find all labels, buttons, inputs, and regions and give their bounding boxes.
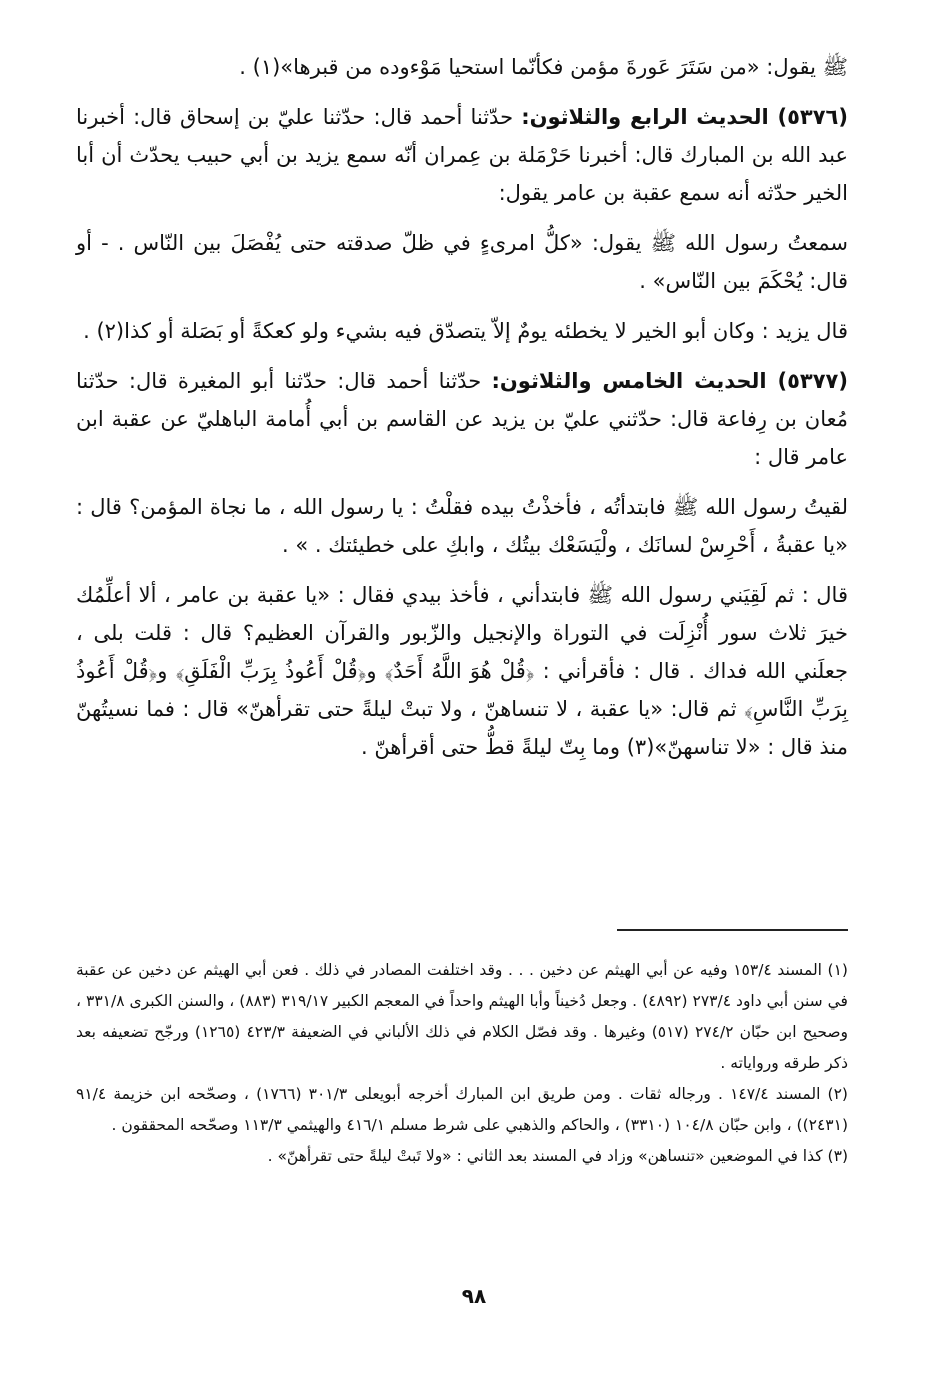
page-number: ٩٨ bbox=[461, 1284, 487, 1308]
footnote-2: (٢) المسند ١٤٧/٤ . ورجاله ثقات . ومن طريق ابن المبارك أخرجه أبويعلى ٣٠١/٣ (١٧٦٦) ، وصحّحه ابن خزيمة ٩١/٤ (٢٤٣١)) ، وابن حبّان ١٠٤/٨ (٣٣١٠) ، والحاكم والذهبي على شرط مسلم ٤١٦/١ والهيثمي ١١٣/٣ وصحّحه المحققون . bbox=[76, 1085, 848, 1134]
main-text bbox=[76, 48, 848, 766]
hadith-5376-isnad: حدّثنا أحمد قال: حدّثنا عليّ بن إسحاق قال: أخبرنا عبد الله بن المبارك قال: أخبرنا حَرْمَلة بن عِمران أنّه سمع يزيد بن أبي حبيب يحدّث أن أبا الخير حدّثه أنه سمع عقبة بن عامر يقول: bbox=[76, 105, 848, 205]
footnote-3: (٣) كذا في الموضعين «تنساهن» وزاد في المسند بعد الثاني : «ولا تَبتْ ليلةً حتى تقرأهنّ» . bbox=[267, 1147, 848, 1165]
hadith-5377-para-1: لقيتُ رسول الله ﷺ فابتدأتُه ، فأخذْتُ بيده فقلْتُ : يا رسول الله ، ما نجاة المؤمن؟ قال : «يا عقبةُ ، أَحْرِسْ لسانَك ، ولْيَسَعْك بيتُك ، وابكِ على خطيئتك . » . bbox=[76, 495, 848, 557]
hadith-5377-heading: (٥٣٧٧) الحديث الخامس والثلاثون: bbox=[491, 369, 848, 393]
hadith-5376-heading: (٥٣٧٦) الحديث الرابع والثلاثون: bbox=[521, 105, 848, 129]
hadith-5377-isnad: حدّثنا أحمد قال: حدّثنا أبو المغيرة قال: حدّثنا مُعان بن رِفاعة قال: حدّثني عليّ بن يزيد عن القاسم بن أبي أُمامة الباهليّ عن عقبة ابن عامر قال : bbox=[76, 369, 848, 469]
hadith-5377-para-2: قال : ثم لَقِيَني رسول الله ﷺ فابتدأني ، فأخذ بيدي فقال : «يا عقبة بن عامر ، ألا أعلِّمُك خيرَ ثلاث سور أُنْزِلَت في التوراة والإنجيل والزّبور والقرآن العظيم؟ قال : قلت بلى ، جعلَني الله فداك . قال : فأقرأني : ﴿قُلْ هُوَ اللَّهُ أَحَدٌ﴾ و﴿قُلْ أَعُوذُ بِرَبِّ الْفَلَقِ﴾ و﴿قُلْ أَعُوذُ بِرَبِّ النَّاسِ﴾ ثم قال: «يا عقبة ، لا تنساهنّ ، ولا تبتْ ليلةً حتى تقرأهنّ» قال : فما نسيتُهنّ منذ قال : «لا تناسهنّ»(٣) وما بِتّ ليلةً قطُّ حتى أقرأهنّ . bbox=[76, 583, 848, 759]
hadith-5376-matn: سمعتُ رسول الله ﷺ يقول: «كلُّ امرىءٍ في ظلّ صدقته حتى يُفْصَلَ بين النّاس . - أو قال: يُحْكَمَ بين النّاس» . bbox=[76, 231, 848, 293]
footnote-1: (١) المسند ١٥٣/٤ وفيه عن أبي الهيثم عن دخين . . . وقد اختلفت المصادر في ذلك . فعن أبي الهيثم عن دخين عن عقبة في سنن أبي داود ٢٧٣/٤ (٤٨٩٢) . وجعل دُخيناً وأبا الهيثم واحداً في المعجم الكبير ٣١٩/١٧ (٨٨٣) ، والسنن الكبرى ٣٣١/٨ ، وصحيح ابن حبّان ٢٧٤/٢ (٥١٧) وغيرها . وقد فصّل الكلام في ذلك الألباني في الضعيفة ٤٢٣/٣ (١٢٦٥) ورجّح تضعيفه بعد ذكر طرقه ورواياته . bbox=[76, 961, 849, 1072]
footnote-divider bbox=[617, 929, 848, 931]
hadith-5376-paragraph bbox=[76, 98, 848, 212]
footnotes bbox=[76, 955, 848, 1172]
intro-paragraph: ﷺ يقول: «من سَتَرَ عَورةَ مؤمن فكأنّما استحيا مَوْءوده من قبرها»(١) . bbox=[239, 55, 848, 79]
hadith-5376-addition: قال يزيد : وكان أبو الخير لا يخطئه يومٌ إلاّ يتصدّق فيه بشيء ولو كعكةً أو بَصَلة أو كذا(٢) . bbox=[83, 319, 848, 343]
hadith-5377-paragraph bbox=[76, 362, 848, 476]
